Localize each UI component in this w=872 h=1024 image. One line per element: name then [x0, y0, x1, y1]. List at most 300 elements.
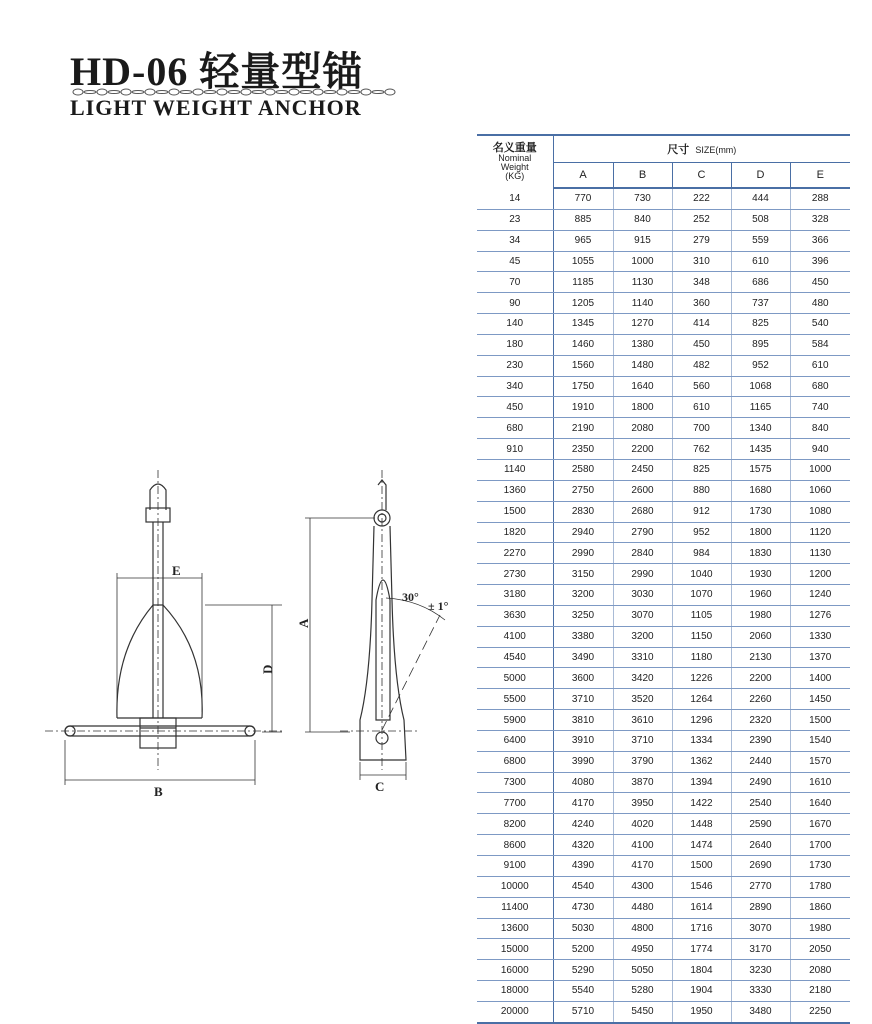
size-cell-e: 1276 [790, 605, 850, 626]
size-cell-e: 396 [790, 251, 850, 272]
table-row [477, 1001, 850, 1022]
column-header-b: B [613, 163, 672, 189]
nominal-weight-header: 名义重量 Nominal Weight (KG) [477, 135, 553, 188]
table-row [477, 209, 850, 230]
table-row [477, 876, 850, 897]
size-cell-b: 2600 [613, 480, 672, 501]
size-cell-e: 1450 [790, 689, 850, 710]
size-cell-e: 1640 [790, 793, 850, 814]
size-cell-b: 1270 [613, 314, 672, 335]
size-cell-d: 2060 [731, 626, 790, 647]
table-row [477, 585, 850, 606]
size-cell-c: 279 [672, 230, 731, 251]
size-cell-b: 3870 [613, 772, 672, 793]
nominal-weight-cell: 2270 [477, 543, 553, 564]
table-row [477, 439, 850, 460]
nominal-weight-cell: 1140 [477, 459, 553, 480]
size-cell-e: 610 [790, 355, 850, 376]
size-cell-a: 3200 [553, 585, 613, 606]
size-cell-b: 4800 [613, 918, 672, 939]
nominal-weight-cell: 8600 [477, 835, 553, 856]
size-cell-a: 885 [553, 209, 613, 230]
size-cell-b: 2790 [613, 522, 672, 543]
size-cell-a: 1910 [553, 397, 613, 418]
nominal-weight-cell: 70 [477, 272, 553, 293]
size-cell-e: 1130 [790, 543, 850, 564]
size-cell-b: 3310 [613, 647, 672, 668]
size-cell-c: 825 [672, 459, 731, 480]
size-cell-b: 3950 [613, 793, 672, 814]
table-row [477, 355, 850, 376]
size-cell-b: 3610 [613, 710, 672, 731]
size-cell-a: 3990 [553, 751, 613, 772]
page-subtitle: LIGHT WEIGHT ANCHOR [70, 95, 362, 120]
nominal-weight-cell: 2730 [477, 564, 553, 585]
size-cell-c: 222 [672, 188, 731, 209]
size-cell-e: 1540 [790, 730, 850, 751]
size-cell-e: 480 [790, 293, 850, 314]
table-row [477, 835, 850, 856]
nominal-weight-cell: 680 [477, 418, 553, 439]
table-row [477, 772, 850, 793]
size-cell-d: 2390 [731, 730, 790, 751]
size-cell-d: 1340 [731, 418, 790, 439]
size-cell-e: 1000 [790, 459, 850, 480]
size-cell-d: 895 [731, 334, 790, 355]
size-cell-c: 1180 [672, 647, 731, 668]
table-row [477, 188, 850, 209]
size-cell-e: 450 [790, 272, 850, 293]
size-cell-b: 730 [613, 188, 672, 209]
size-cell-b: 4300 [613, 876, 672, 897]
size-cell-d: 1800 [731, 522, 790, 543]
nominal-weight-cell: 5900 [477, 710, 553, 731]
table-row [477, 272, 850, 293]
table-row [477, 793, 850, 814]
size-cell-b: 3520 [613, 689, 672, 710]
size-cell-d: 610 [731, 251, 790, 272]
table-row [477, 710, 850, 731]
size-cell-b: 5450 [613, 1001, 672, 1022]
size-cell-d: 1960 [731, 585, 790, 606]
size-cell-a: 1345 [553, 314, 613, 335]
size-cell-a: 1055 [553, 251, 613, 272]
size-cell-c: 414 [672, 314, 731, 335]
size-cell-e: 1610 [790, 772, 850, 793]
size-cell-c: 1105 [672, 605, 731, 626]
size-cell-a: 5030 [553, 918, 613, 939]
size-cell-c: 1296 [672, 710, 731, 731]
size-cell-d: 3480 [731, 1001, 790, 1022]
size-cell-b: 1800 [613, 397, 672, 418]
size-cell-b: 4020 [613, 814, 672, 835]
table-row [477, 981, 850, 1002]
size-cell-d: 952 [731, 355, 790, 376]
nominal-weight-cell: 140 [477, 314, 553, 335]
size-cell-a: 965 [553, 230, 613, 251]
table-row [477, 334, 850, 355]
size-cell-b: 3200 [613, 626, 672, 647]
size-cell-a: 5200 [553, 939, 613, 960]
size-cell-a: 2940 [553, 522, 613, 543]
size-cell-e: 1080 [790, 501, 850, 522]
size-cell-c: 984 [672, 543, 731, 564]
size-cell-b: 2990 [613, 564, 672, 585]
size-cell-d: 2490 [731, 772, 790, 793]
size-cell-e: 2180 [790, 981, 850, 1002]
table-row [477, 397, 850, 418]
table-row [477, 626, 850, 647]
size-cell-c: 1226 [672, 668, 731, 689]
table-row [477, 564, 850, 585]
size-cell-a: 3250 [553, 605, 613, 626]
size-cell-a: 5710 [553, 1001, 613, 1022]
size-cell-a: 3600 [553, 668, 613, 689]
size-cell-e: 1700 [790, 835, 850, 856]
size-cell-a: 4240 [553, 814, 613, 835]
table-row [477, 856, 850, 877]
nominal-weight-cell: 6400 [477, 730, 553, 751]
size-cell-b: 2680 [613, 501, 672, 522]
size-cell-a: 2750 [553, 480, 613, 501]
size-header: 尺寸 SIZE(mm) [553, 135, 850, 163]
table-row [477, 501, 850, 522]
table-row [477, 605, 850, 626]
nominal-weight-cell: 15000 [477, 939, 553, 960]
nominal-weight-cell: 23 [477, 209, 553, 230]
size-cell-c: 1904 [672, 981, 731, 1002]
nominal-weight-cell: 16000 [477, 960, 553, 981]
size-cell-c: 360 [672, 293, 731, 314]
size-cell-c: 1804 [672, 960, 731, 981]
angle-label: 30° [402, 590, 419, 604]
size-cell-d: 3230 [731, 960, 790, 981]
size-cell-e: 1240 [790, 585, 850, 606]
table-row [477, 647, 850, 668]
size-cell-d: 2260 [731, 689, 790, 710]
table-row [477, 689, 850, 710]
size-cell-a: 1205 [553, 293, 613, 314]
nominal-weight-cell: 3630 [477, 605, 553, 626]
size-cell-a: 2580 [553, 459, 613, 480]
dim-label-e: E [172, 563, 181, 578]
size-cell-a: 4320 [553, 835, 613, 856]
size-cell-d: 2690 [731, 856, 790, 877]
nominal-weight-cell: 3180 [477, 585, 553, 606]
size-cell-d: 2320 [731, 710, 790, 731]
size-cell-e: 1060 [790, 480, 850, 501]
size-cell-a: 1560 [553, 355, 613, 376]
size-cell-b: 1480 [613, 355, 672, 376]
table-row [477, 668, 850, 689]
table-row [477, 960, 850, 981]
size-cell-a: 1185 [553, 272, 613, 293]
size-cell-c: 880 [672, 480, 731, 501]
size-cell-d: 737 [731, 293, 790, 314]
size-cell-d: 2440 [731, 751, 790, 772]
size-cell-c: 700 [672, 418, 731, 439]
size-cell-b: 4950 [613, 939, 672, 960]
size-cell-c: 560 [672, 376, 731, 397]
size-cell-c: 1950 [672, 1001, 731, 1022]
size-cell-c: 610 [672, 397, 731, 418]
size-cell-c: 1150 [672, 626, 731, 647]
size-cell-d: 444 [731, 188, 790, 209]
size-cell-d: 2200 [731, 668, 790, 689]
size-cell-e: 1780 [790, 876, 850, 897]
size-cell-c: 1500 [672, 856, 731, 877]
size-cell-a: 4080 [553, 772, 613, 793]
size-cell-b: 3070 [613, 605, 672, 626]
table-row [477, 459, 850, 480]
size-cell-b: 2080 [613, 418, 672, 439]
nominal-weight-cell: 11400 [477, 897, 553, 918]
table-row [477, 751, 850, 772]
table-row [477, 376, 850, 397]
size-cell-c: 1474 [672, 835, 731, 856]
spec-table-wrapper [477, 134, 850, 1024]
size-cell-c: 1546 [672, 876, 731, 897]
nominal-weight-cell: 20000 [477, 1001, 553, 1022]
size-cell-e: 288 [790, 188, 850, 209]
nominal-weight-cell: 10000 [477, 876, 553, 897]
size-cell-a: 2990 [553, 543, 613, 564]
nominal-weight-cell: 34 [477, 230, 553, 251]
size-cell-e: 740 [790, 397, 850, 418]
size-cell-e: 584 [790, 334, 850, 355]
table-row [477, 230, 850, 251]
size-cell-e: 1370 [790, 647, 850, 668]
size-cell-a: 1750 [553, 376, 613, 397]
size-cell-c: 1040 [672, 564, 731, 585]
size-cell-c: 1422 [672, 793, 731, 814]
nominal-weight-cell: 910 [477, 439, 553, 460]
nominal-weight-cell: 90 [477, 293, 553, 314]
size-cell-b: 2840 [613, 543, 672, 564]
table-row [477, 293, 850, 314]
size-cell-e: 1980 [790, 918, 850, 939]
nominal-weight-cell: 4540 [477, 647, 553, 668]
spec-table [477, 134, 850, 1024]
nominal-weight-cell: 4100 [477, 626, 553, 647]
size-cell-d: 825 [731, 314, 790, 335]
nominal-weight-cell: 230 [477, 355, 553, 376]
nominal-weight-cell: 9100 [477, 856, 553, 877]
dim-label-b: B [154, 784, 163, 799]
size-cell-a: 3710 [553, 689, 613, 710]
nominal-weight-cell: 18000 [477, 981, 553, 1002]
size-cell-a: 2830 [553, 501, 613, 522]
size-cell-a: 3150 [553, 564, 613, 585]
column-header-d: D [731, 163, 790, 189]
size-cell-e: 840 [790, 418, 850, 439]
nominal-weight-cell: 14 [477, 188, 553, 209]
size-cell-a: 2190 [553, 418, 613, 439]
size-cell-b: 3790 [613, 751, 672, 772]
nominal-weight-cell: 8200 [477, 814, 553, 835]
size-cell-d: 1980 [731, 605, 790, 626]
size-cell-c: 450 [672, 334, 731, 355]
dim-label-c: C [375, 779, 385, 794]
size-cell-b: 1380 [613, 334, 672, 355]
table-row [477, 251, 850, 272]
size-cell-c: 1716 [672, 918, 731, 939]
size-cell-b: 915 [613, 230, 672, 251]
size-cell-a: 5540 [553, 981, 613, 1002]
size-cell-d: 1830 [731, 543, 790, 564]
column-header-c: C [672, 163, 731, 189]
table-row [477, 418, 850, 439]
nominal-weight-cell: 5000 [477, 668, 553, 689]
size-cell-e: 540 [790, 314, 850, 335]
table-row [477, 918, 850, 939]
page-title: HD-06 轻量型锚 [70, 49, 364, 94]
size-cell-b: 3710 [613, 730, 672, 751]
size-cell-d: 2890 [731, 897, 790, 918]
size-cell-c: 762 [672, 439, 731, 460]
nominal-weight-cell: 1360 [477, 480, 553, 501]
nominal-weight-cell: 6800 [477, 751, 553, 772]
nominal-weight-cell: 180 [477, 334, 553, 355]
size-cell-d: 1680 [731, 480, 790, 501]
size-cell-a: 4730 [553, 897, 613, 918]
size-cell-a: 3380 [553, 626, 613, 647]
size-cell-e: 1860 [790, 897, 850, 918]
nominal-weight-cell: 45 [477, 251, 553, 272]
table-row [477, 939, 850, 960]
size-cell-c: 1334 [672, 730, 731, 751]
nominal-weight-cell: 7300 [477, 772, 553, 793]
size-cell-d: 508 [731, 209, 790, 230]
table-row [477, 897, 850, 918]
size-cell-d: 1930 [731, 564, 790, 585]
size-cell-a: 4540 [553, 876, 613, 897]
size-cell-b: 3030 [613, 585, 672, 606]
size-cell-e: 1670 [790, 814, 850, 835]
size-cell-a: 4390 [553, 856, 613, 877]
size-cell-b: 4170 [613, 856, 672, 877]
nominal-weight-cell: 340 [477, 376, 553, 397]
size-cell-e: 1400 [790, 668, 850, 689]
nominal-weight-cell: 1820 [477, 522, 553, 543]
size-cell-c: 310 [672, 251, 731, 272]
table-row [477, 314, 850, 335]
size-cell-c: 912 [672, 501, 731, 522]
nominal-weight-cell: 7700 [477, 793, 553, 814]
size-cell-b: 2450 [613, 459, 672, 480]
size-cell-b: 4100 [613, 835, 672, 856]
size-cell-c: 1264 [672, 689, 731, 710]
size-cell-b: 5050 [613, 960, 672, 981]
size-cell-c: 1070 [672, 585, 731, 606]
size-cell-a: 5290 [553, 960, 613, 981]
table-row [477, 480, 850, 501]
size-cell-c: 1394 [672, 772, 731, 793]
table-row [477, 814, 850, 835]
size-cell-e: 2250 [790, 1001, 850, 1022]
size-cell-c: 482 [672, 355, 731, 376]
size-cell-e: 2080 [790, 960, 850, 981]
dim-label-d: D [260, 664, 275, 674]
size-cell-d: 3330 [731, 981, 790, 1002]
size-cell-a: 3490 [553, 647, 613, 668]
size-cell-d: 1165 [731, 397, 790, 418]
size-cell-c: 348 [672, 272, 731, 293]
size-cell-e: 366 [790, 230, 850, 251]
size-cell-d: 686 [731, 272, 790, 293]
size-cell-d: 3170 [731, 939, 790, 960]
column-header-e: E [790, 163, 850, 189]
size-cell-e: 328 [790, 209, 850, 230]
size-cell-e: 1730 [790, 856, 850, 877]
size-cell-d: 2640 [731, 835, 790, 856]
shank-side [360, 526, 406, 760]
column-header-a: A [553, 163, 613, 189]
size-cell-d: 1730 [731, 501, 790, 522]
size-cell-a: 3810 [553, 710, 613, 731]
size-cell-a: 3910 [553, 730, 613, 751]
size-cell-b: 840 [613, 209, 672, 230]
table-row [477, 730, 850, 751]
size-cell-a: 770 [553, 188, 613, 209]
size-cell-e: 1200 [790, 564, 850, 585]
size-cell-b: 4480 [613, 897, 672, 918]
size-cell-d: 2130 [731, 647, 790, 668]
nominal-weight-cell: 1500 [477, 501, 553, 522]
size-cell-d: 1068 [731, 376, 790, 397]
angle-tolerance-label: ± 1° [428, 599, 449, 613]
fluke-front [117, 605, 202, 718]
size-cell-b: 5280 [613, 981, 672, 1002]
size-cell-b: 3420 [613, 668, 672, 689]
nominal-weight-cell: 5500 [477, 689, 553, 710]
size-cell-d: 2590 [731, 814, 790, 835]
nominal-weight-cell: 13600 [477, 918, 553, 939]
size-cell-d: 3070 [731, 918, 790, 939]
size-cell-e: 2050 [790, 939, 850, 960]
size-cell-c: 1614 [672, 897, 731, 918]
spec-table-body [477, 188, 850, 1023]
size-cell-b: 2200 [613, 439, 672, 460]
size-cell-c: 952 [672, 522, 731, 543]
size-cell-e: 1120 [790, 522, 850, 543]
size-cell-a: 2350 [553, 439, 613, 460]
size-cell-a: 4170 [553, 793, 613, 814]
size-cell-b: 1130 [613, 272, 672, 293]
size-cell-c: 1774 [672, 939, 731, 960]
size-cell-e: 1500 [790, 710, 850, 731]
size-cell-d: 2540 [731, 793, 790, 814]
size-cell-b: 1640 [613, 376, 672, 397]
size-cell-c: 1362 [672, 751, 731, 772]
size-cell-d: 559 [731, 230, 790, 251]
size-cell-c: 1448 [672, 814, 731, 835]
size-cell-e: 1330 [790, 626, 850, 647]
size-cell-e: 1570 [790, 751, 850, 772]
size-cell-b: 1000 [613, 251, 672, 272]
size-cell-a: 1460 [553, 334, 613, 355]
size-cell-d: 1435 [731, 439, 790, 460]
dim-label-a: A [296, 618, 311, 628]
size-cell-d: 2770 [731, 876, 790, 897]
size-cell-c: 252 [672, 209, 731, 230]
size-cell-d: 1575 [731, 459, 790, 480]
size-cell-b: 1140 [613, 293, 672, 314]
table-row [477, 522, 850, 543]
size-cell-e: 680 [790, 376, 850, 397]
size-cell-e: 940 [790, 439, 850, 460]
nominal-weight-cell: 450 [477, 397, 553, 418]
